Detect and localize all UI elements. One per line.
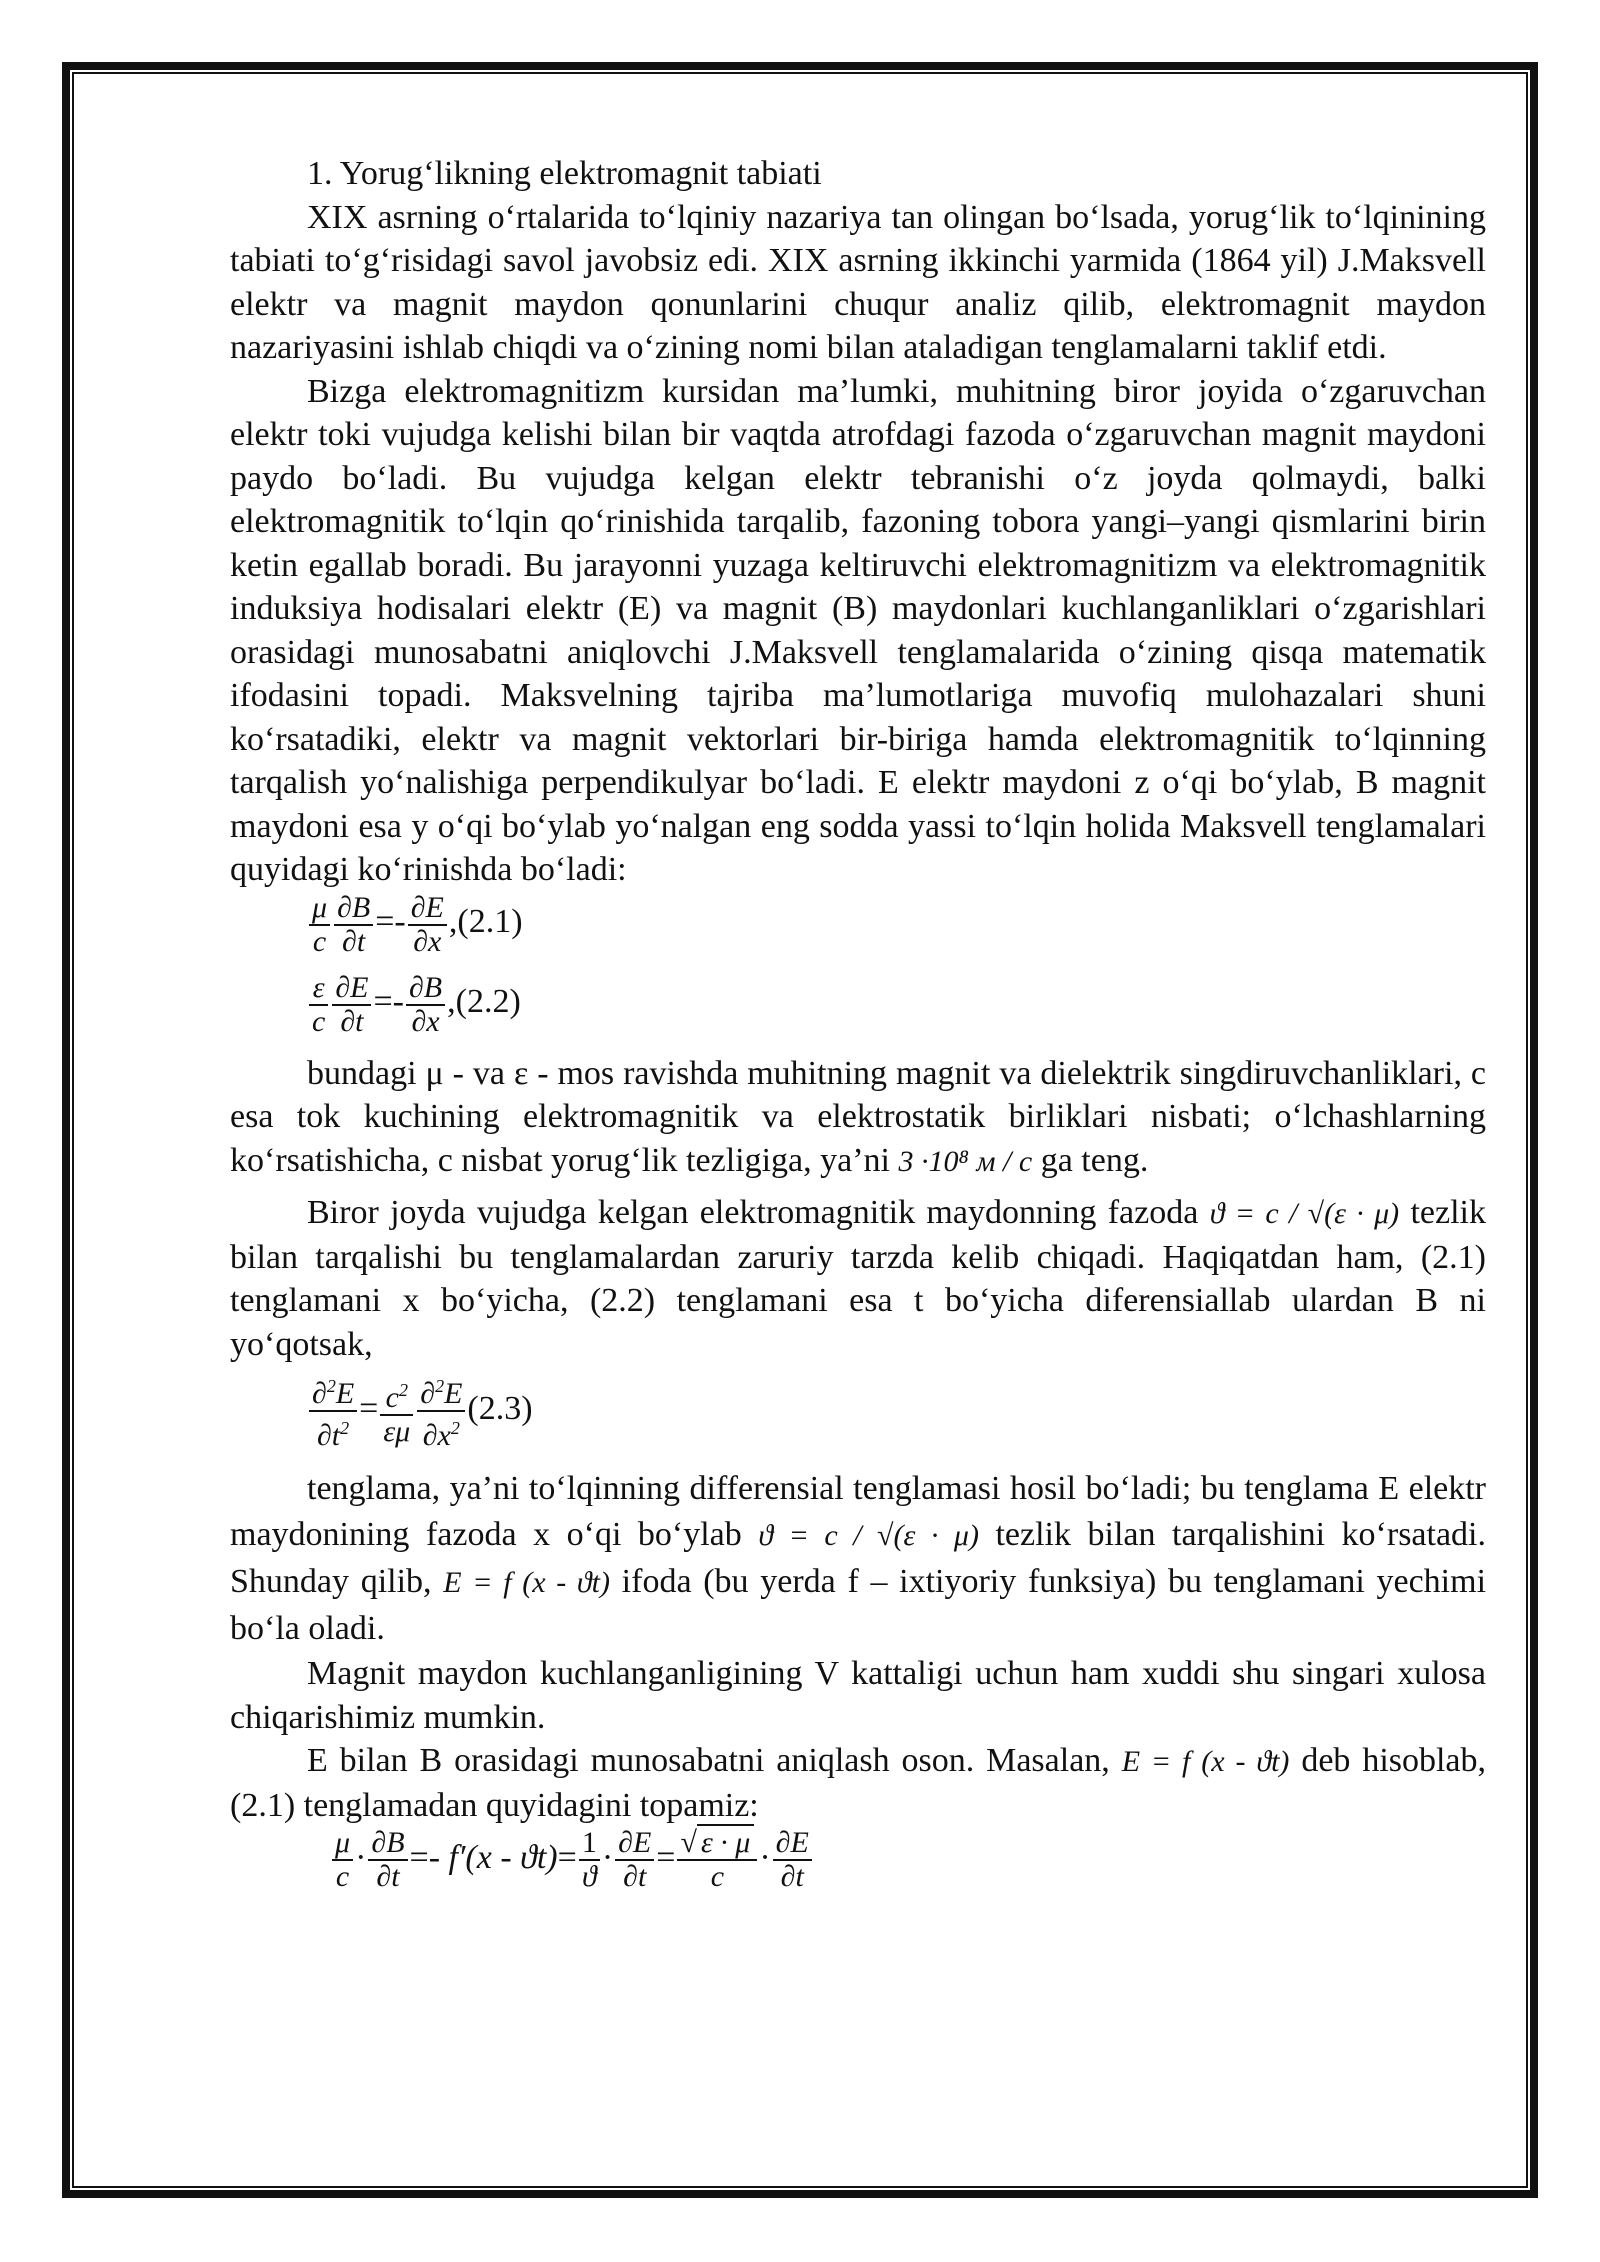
equation-number: (2.3) [467,1389,533,1427]
section-heading: 1. Yorug‘likning elektromagnit tabiati [307,155,822,192]
solution-formula: E = f (x - ϑt) [443,1566,610,1599]
paragraph-3-end: ga teng. [1040,1141,1149,1179]
paragraph-6: Magnit maydon kuchlanganligining V kattaligi uchun ham xuddi shu singari xulosa chiqarishimiz mumkin. [230,1655,1486,1736]
equation-2-1: $\frac{\mu}{c}$ $\frac{\partial B}{\partial t}$ =- $\frac{\partial E}{\partial x}$ ,(2.1) [307,892,1486,972]
paragraph-4-text: Biror joyda vujudga kelgan elektromagnitik maydonning fazoda [307,1194,1199,1231]
document-page [230,152,1486,1911]
paragraph-7 [230,1739,1486,1827]
equation-derivation: $\frac{\mu}{c}$ · $\frac{\partial B}{\partial t}$ =- f′(x - ϑt)= $\frac{1}{ϑ}$ · $\frac{\partial E}{\partial t}$ = $\frac{√ \varepsilon \cdot \mu}{c}$ · $\frac{\partial E}{\partial t}$ [330,1827,1486,1911]
velocity-formula-2: ϑ = c / √(ε · μ) [758,1519,979,1552]
speed-of-light-value: 3 ·10⁸ м / c [898,1144,1033,1178]
paragraph-1: XIX asrning o‘rtalarida to‘lqiniy nazariya tan olingan bo‘lsada, yorug‘lik to‘lqinining tabiati to‘g‘risidagi savol javobsiz edi. XIX asrning ikkinchi yarmida (1864 yil) J.Maksvell elektr va magnit maydon qonunlarini chuqur analiz qilib, elektromagnit maydon nazariyasini ishlab chiqdi va o‘zining nomi bilan ataladigan tenglamalarni taklif etdi. [230,198,1486,366]
paragraph-3-text: bundagi μ - va ε - mos ravishda muhitning magnit va dielektrik singdiruvchanliklari, c esa tok kuchining elektromagnitik va elektrostatik birliklari nisbati; o‘lchashlarning ko‘rsatishicha, c nisbat yorug‘lik tezligiga, ya’ni [230,1054,1486,1179]
velocity-formula: ϑ = c / √(ε · μ) [1209,1197,1400,1230]
solution-formula-2: E = f (x - ϑt) [1121,1745,1290,1778]
equation-number: ,(2.1) [448,903,523,941]
paragraph-3 [230,1052,1486,1184]
paragraph-7-end: deb hisoblab, (2.1) tenglamadan quyidagini topamiz: [230,1742,1487,1824]
paragraph-5-end: ifoda (bu yerda f – ixtiyoriy funksiya) bu tenglamani yechimi bo‘la oladi. [230,1563,1487,1647]
paragraph-7-text: E bilan B orasidagi munosabatni aniqlash oson. Masalan, [307,1742,1110,1779]
paragraph-5-text: tenglama, ya’ni to‘lqinning differensial tenglamasi hosil bo‘ladi; bu tenglama E elektr maydonining fazoda x o‘qi bo‘ylab [230,1470,1486,1553]
paragraph-5-mid: tezlik bilan tarqalishini ko‘rsatadi. Shunday qilib, [230,1516,1486,1600]
paragraph-4-end: tezlik bilan tarqalishi bu tenglamalardan zaruriy tarzda kelib chiqadi. Haqiqatdan ham, (2.1) tenglamani x bo‘yicha, (2.2) tenglamani esa t bo‘yicha diferensiallab ulardan B ni yo‘qotsak, [230,1194,1487,1363]
paragraph-5 [230,1466,1486,1652]
equation-2-2: $\frac{\varepsilon}{c}$ $\frac{\partial E}{\partial t}$ =- $\frac{\partial B}{\partial x}$ ,(2.2) [307,972,1486,1052]
paragraph-4 [230,1191,1486,1366]
paragraph-2: Bizga elektromagnitizm kursidan ma’lumki, muhitning biror joyida o‘zgaruvchan elektr toki vujudga kelishi bilan bir vaqtda atrofdagi fazoda o‘zgaruvchan magnit maydoni paydo bo‘ladi. Bu vujudga kelgan elektr tebranishi o‘z joyda qolmaydi, balki elektromagnitik to‘lqin qo‘rinishida tarqalib, fazoning tobora yangi–yangi qismlarini birin ketin egallab boradi. Bu jarayonni yuzaga keltiruvchi elektromagnitizm va elektromagnitik induksiya hodisalari elektr (E) va magnit (B) maydonlari kuchlanganliklari o‘zgarishlari orasidagi munosabatni aniqlovchi J.Maksvell tenglamalarida o‘zining qisqa matematik ifodasini topadi. Maksvelning tajriba ma’lumotlariga muvofiq mulohazalari shuni ko‘rsatadiki, elektr va magnit vektorlari bir-biriga hamda elektromagnitik to‘lqinning tarqalish yo‘nalishiga perpendikulyar bo‘ladi. E elektr maydoni z o‘qi bo‘ylab, B magnit maydoni esa y o‘qi bo‘ylab yo‘nalgan eng sodda yassi to‘lqin holida Maksvell tenglamalari quyidagi ko‘rinishda bo‘ladi: [230,372,1486,888]
equation-2-3: $\frac{\partial^2E}{\partial t^2}$ = $\frac{c^2}{\varepsilon\mu}$ $\frac{\partial^2E}{\partial x^2}$ (2.3) [307,1370,1486,1466]
equation-number: ,(2.2) [447,983,521,1021]
